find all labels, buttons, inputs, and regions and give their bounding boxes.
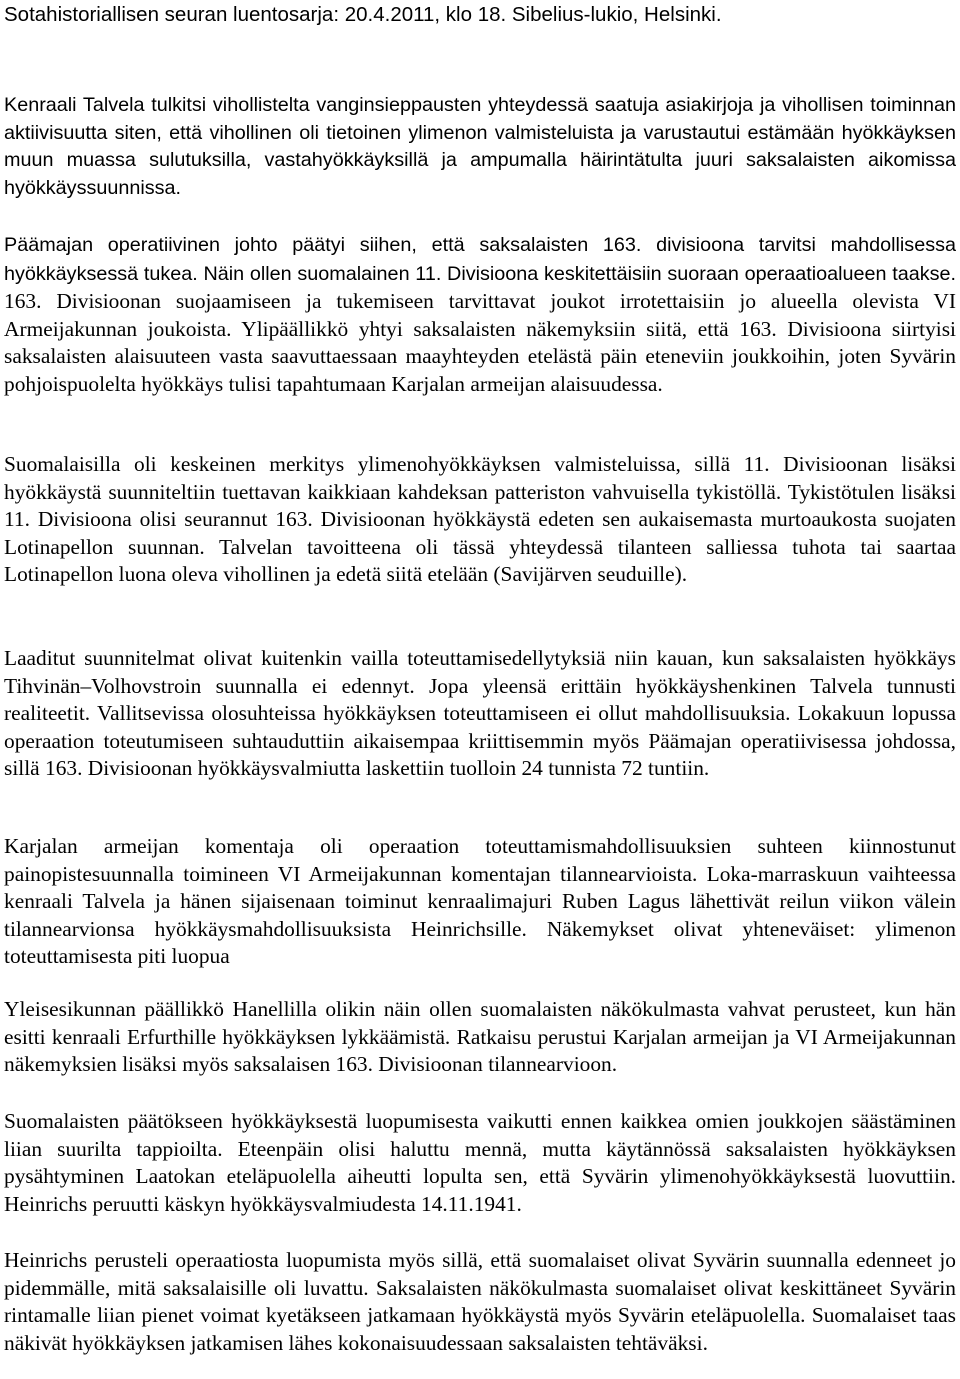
paragraph-5: Karjalan armeijan komentaja oli operaation toteuttamismahdollisuuksien suhteen kiinnostunut painopistesuunnalla toimineen VI Armeijakunnan komentajan tilannearvioista. Loka-marraskuun vaihteessa kenraali Talvela ja hänen sijaisenaan toiminut kenraalimajuri Ruben Lagus lähettivät reilun viikon välein tilannearvionsa hyökkäysmahdollisuuksista Heinrichsille. Näkemykset olivat yhteneväiset: ylimenon toteuttamisesta piti luopua <box>4 834 956 968</box>
paragraph-1: Kenraali Talvela tulkitsi vihollistelta vanginsieppausten yhteydessä saatuja asiakirjoja ja vihollisen toiminnan aktiivisuutta siten, että vihollinen oli tietoinen ylimenon valmisteluista ja varustautui estämään hyökkäyksen muun muassa sulutuksilla, vastahyökkäyksillä ja ampumalla häirintätulta juuri saksalaisten aikomissa hyökkäyssuunnissa. <box>4 94 956 199</box>
paragraph-2 <box>4 231 956 398</box>
paragraph-4: Laaditut suunnitelmat olivat kuitenkin vailla toteuttamisedellytyksiä niin kauan, kun saksalaisten hyökkäys Tihvinän–Volhovstroin suunnalla ei edennyt. Jopa yleensä erittäin hyökkäyshenkinen Talvela tunnusti realiteetit. Vallitsevissa olosuhteissa hyökkäyksen toteuttamiseen ei ollut mahdollisuuksia. Lokakuun lopussa operaation toteutumiseen suhtauduttiin aikaisempaa kriittisemmin myös Päämajan operatiivisessa johdossa, sillä 163. Divisioonan hyökkäysvalmiutta laskettiin tuolloin 24 tunnista 72 tuntiin. <box>4 646 956 780</box>
paragraph-2-serif-part: 163. Divisioonan suojaamiseen ja tukemiseen tarvittavat joukot irrotettaisiin jo alueella olevista VI Armeijakunnan joukoista. Ylipäällikkö yhtyi saksalaisten näkemyksiin siitä, että 163. Divisioona siirtyisi saksalaisten alaisuuteen vasta saavuttaessaan maayhteyden etelästä päin eteneviin joukkoihin, joten Syvärin pohjoispuolelta hyökkäys tulisi tapahtumaan Karjalan armeijan alaisuudessa. <box>4 289 956 396</box>
document-header: Sotahistoriallisen seuran luentosarja: 20.4.2011, klo 18. Sibelius-lukio, Helsinki. <box>4 3 722 26</box>
paragraph-3: Suomalaisilla oli keskeinen merkitys ylimenohyökkäyksen valmisteluissa, sillä 11. Divisioonan lisäksi hyökkäystä suunniteltiin tuettavan kaikkiaan kahdeksan patteriston vahvuisella tykistöllä. Tykistötulen lisäksi 11. Divisioona olisi seurannut 163. Divisioonan hyökkäystä edeten sen aukaisemasta murtoaukosta suojaten Lotinapellon suunnan. Talvelan tavoitteena oli tässä yhteydessä tilanteen salliessa tuhota tai saartaa Lotinapellon luona oleva vihollinen ja edetä siitä etelään (Savijärven seuduille). <box>4 452 956 586</box>
paragraph-7: Suomalaisten päätökseen hyökkäyksestä luopumisesta vaikutti ennen kaikkea omien joukkojen säästäminen liian suurilta tappioilta. Eteenpäin olisi haluttu mennä, mutta käytännössä saksalaisten hyökkäyksen pysähtyminen Laatokan eteläpuolella aiheutti lopulta sen, että Syvärin ylimenohyökkäyksestä luovuttiin. Heinrichs peruutti käskyn hyökkäysvalmiudesta 14.11.1941. <box>4 1109 956 1216</box>
document-page <box>4 0 956 1355</box>
paragraph-6: Yleisesikunnan päällikkö Hanellilla olikin näin ollen suomalaisten näkökulmasta vahvat perusteet, kun hän esitti kenraali Erfurthille hyökkäyksen lykkäämistä. Ratkaisu perustui Karjalan armeijan ja VI Armeijakunnan näkemyksien lisäksi myös saksalaisen 163. Divisioonan tilannearvioon. <box>4 997 956 1076</box>
paragraph-8: Heinrichs perusteli operaatiosta luopumista myös sillä, että suomalaiset olivat Syvärin suunnalla edenneet jo pidemmälle, mitä saksalaisille oli luvattu. Saksalaisten näkökulmasta suomalaiset olivat keskittäneet Syvärin rintamalle liian pienet voimat kyetäkseen jatkamaan hyökkäystä myös Syvärin eteläpuolella. Suomalaiset taas näkivät hyökkäyksen jatkamisen lähes kokonaisuudessaan saksalaisten tehtäväksi. <box>4 1248 956 1355</box>
paragraph-2-sans-part: Päämajan operatiivinen johto päätyi siihen, että saksalaisten 163. divisioona tarvitsi mahdollisessa hyökkäyksessä tukea. Näin ollen suomalainen 11. Divisioona keskitettäisiin suoraan operaatioalueen taakse. <box>4 234 956 285</box>
